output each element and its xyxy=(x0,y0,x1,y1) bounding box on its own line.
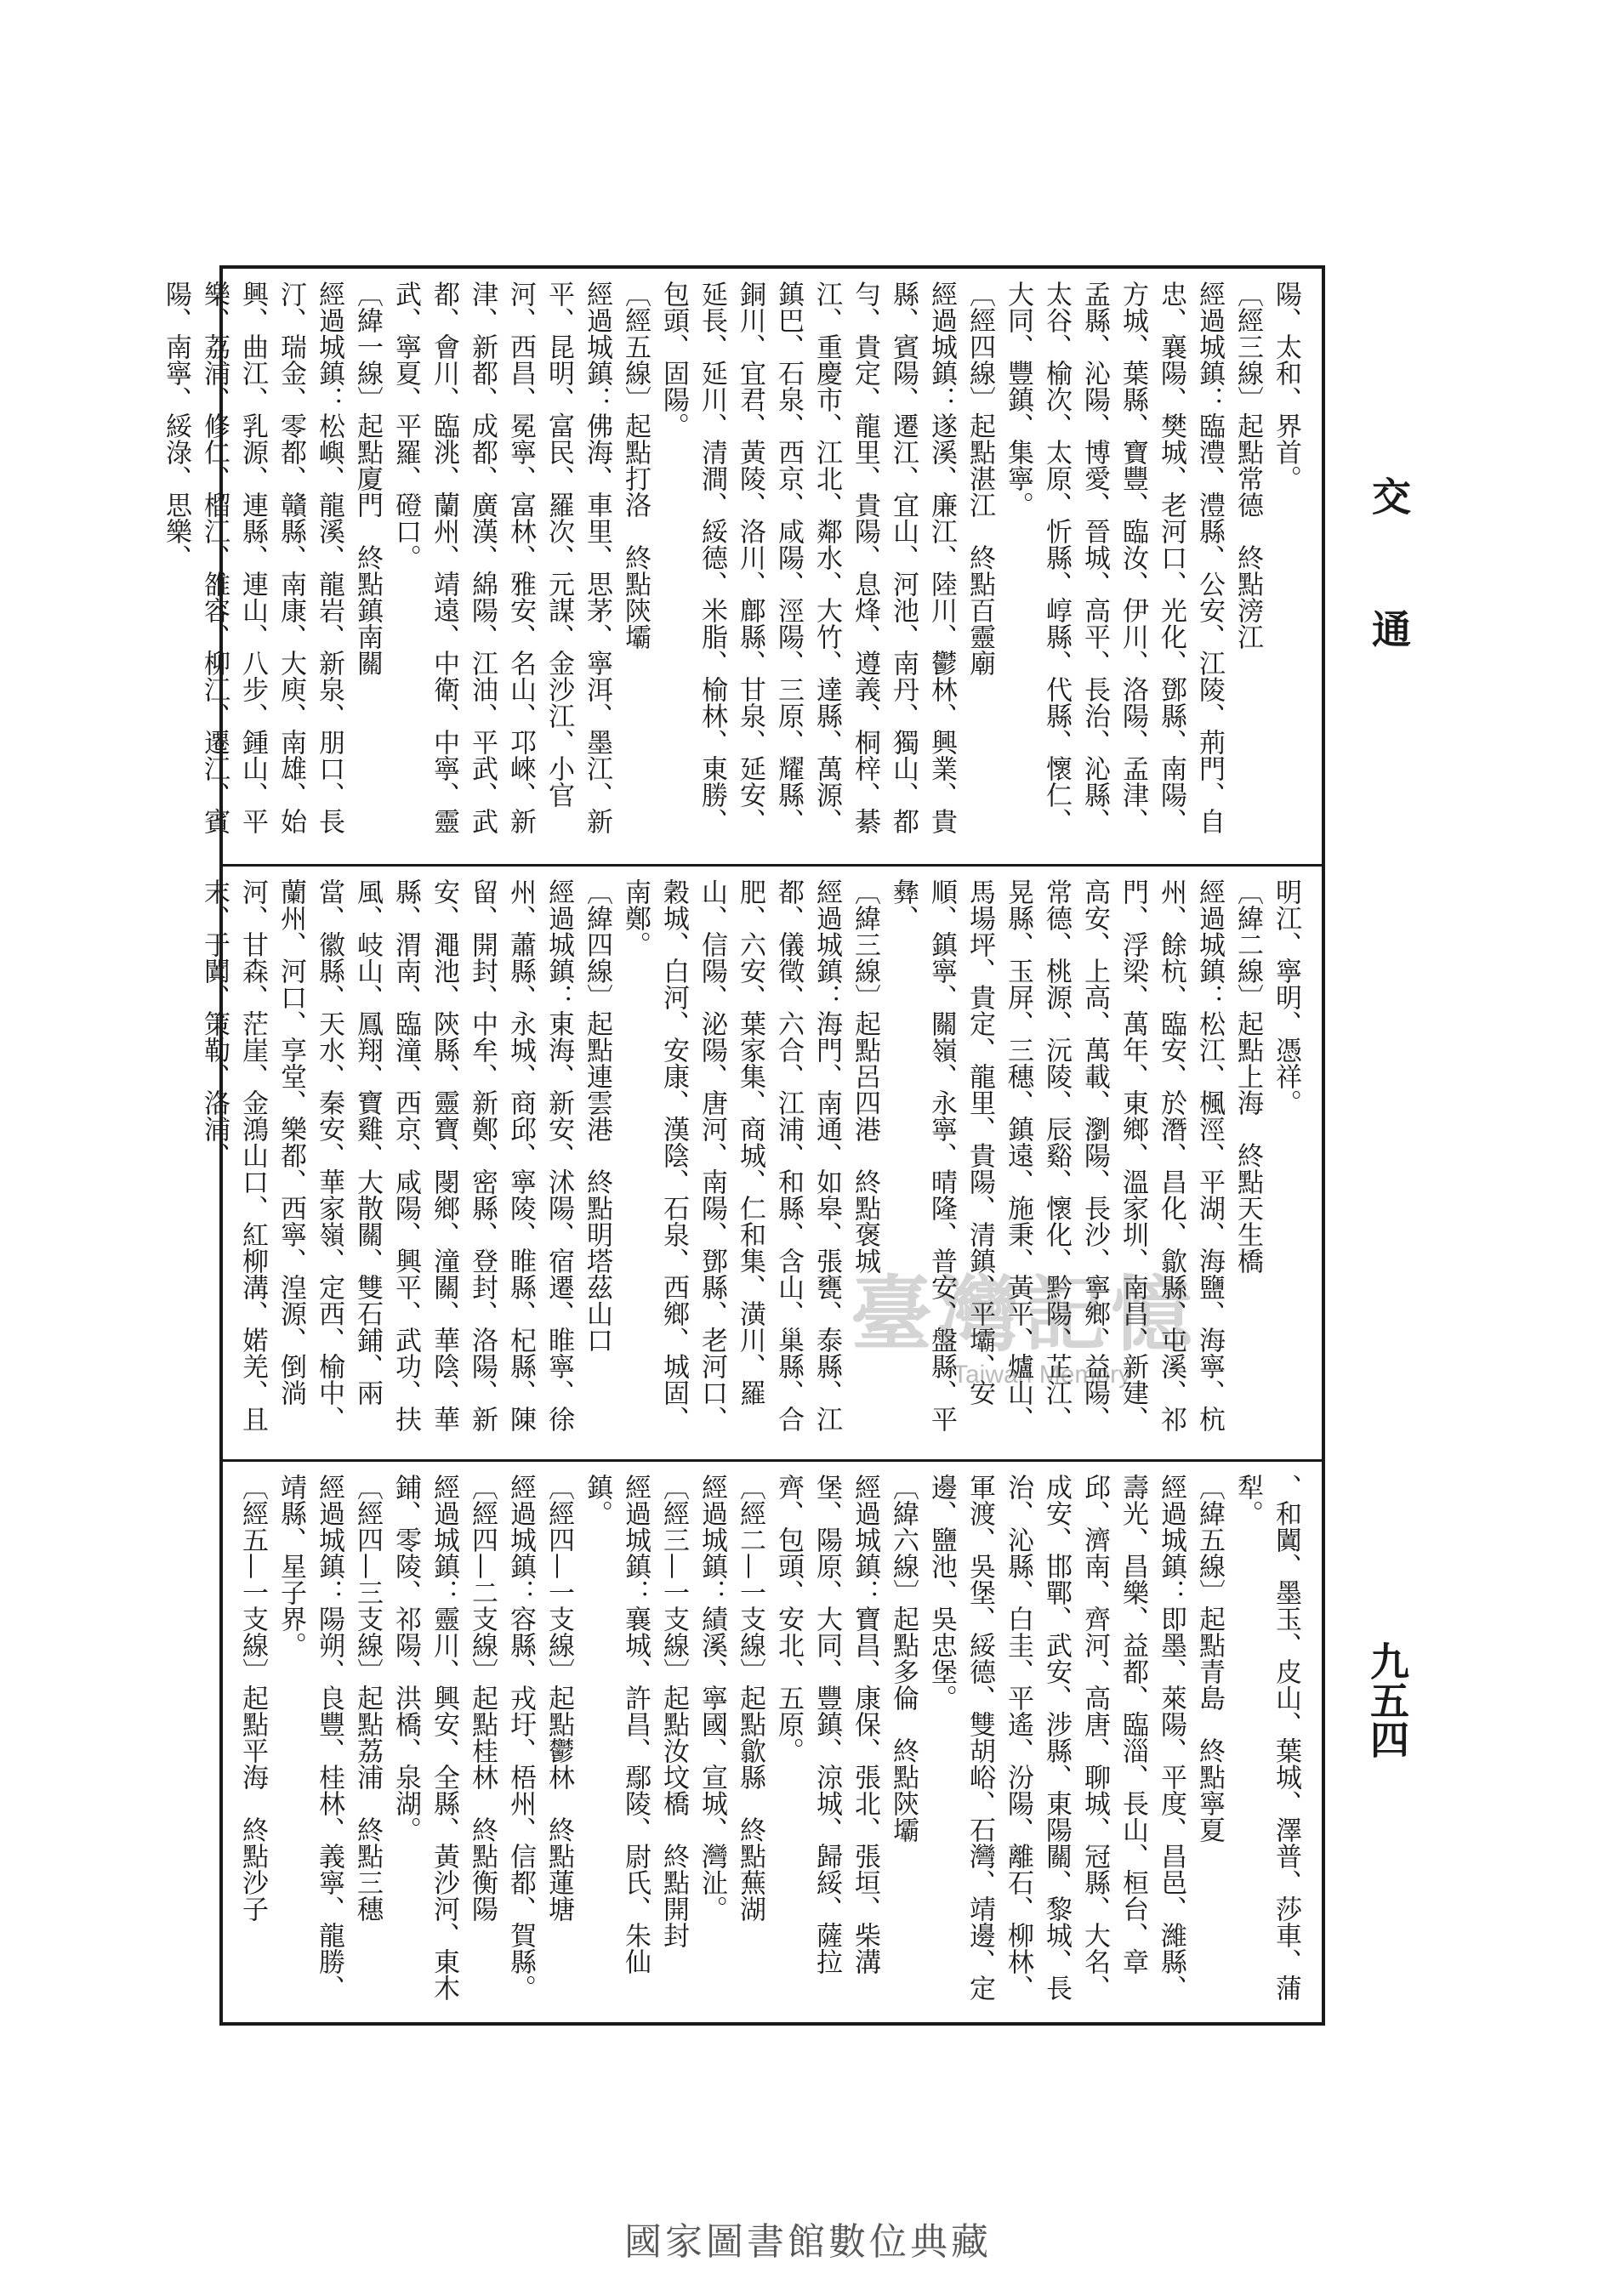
text-line: 經過城鎮：松江、楓涇、平湖、海鹽、海寧、杭州、餘杭、臨安、於潛、昌化、歙縣、屯溪、祁門、浮梁、萬年、東鄉、溫家圳、南昌、新建、高安、上高、萬載、瀏陽、長沙、寧鄉、益陽、常德、桃源、沅陵、辰谿、懷化、黔陽、芷江、晃縣、玉屏、三穗、鎮遠、施秉、黃平、爐山、馬場坪、貴定、龍里、貴陽、清鎮、平壩、安順、鎮寧、關嶺、永寧、晴隆、普安、盤縣、平彝、 xyxy=(888,878,1225,1432)
text-line: 〔經三線〕起點常德 終點滂江 xyxy=(1232,281,1263,650)
text-line: 經過城鎮：陽朔、良豐、桂林、義寧、龍勝、靖縣、星子界。 xyxy=(276,1474,344,2001)
text-line: 〔經五線〕起點打洛 終點陝壩 xyxy=(620,281,651,650)
page-title: 交通 xyxy=(1366,476,1412,742)
text-band-middle xyxy=(199,864,1322,1459)
text-line: 〔經五—一支線〕起點平海 終點沙子 xyxy=(237,1474,268,1922)
text-band-top xyxy=(161,269,1322,864)
text-line: 〔經四線〕起點湛江 終點百靈廟 xyxy=(964,281,995,676)
text-frame xyxy=(161,265,1325,2026)
text-line: 經過城鎮：海門、南通、如皋、張甕、泰縣、江都、儀徵、六合、江浦、和縣、含山、巢縣、合肥、六安、葉家集、商城、仁和集、潢川、羅山、信陽、泌陽、唐河、南陽、鄧縣、老河口、穀城、白河、安康、漢陰、石泉、西鄉、城固、南鄭。 xyxy=(620,878,842,1432)
watermark-text: 臺灣記憶 xyxy=(851,1267,1198,1362)
text-line: 經過城鎮：襄城、許昌、鄢陵、尉氏、朱仙鎮。 xyxy=(582,1474,651,1975)
text-line: 陽、太和、界首。 xyxy=(1271,281,1301,492)
text-line: 、和闐、墨玉、皮山、葉城、澤普、莎車、蒲犁。 xyxy=(1232,1474,1301,2001)
text-line: 〔緯六線〕起點多倫 終點陝壩 xyxy=(888,1474,919,1843)
text-line: 〔緯一線〕起點廈門 終點鎮南關 xyxy=(352,281,383,676)
text-line: 〔緯四線〕起點連雲港 終點明塔茲山口 xyxy=(582,878,612,1353)
text-line: 經過城鎮：臨澧、澧縣、公安、江陵、荊門、自忠、襄陽、樊城、老河口、光化、鄧縣、南陽、方城、葉縣、寶豐、臨汝、伊川、洛陽、孟津、孟縣、沁陽、博愛、晉城、高平、長治、沁縣、太谷、榆次、太原、忻縣、崞縣、代縣、懷仁、大同、豐鎮、集寧。 xyxy=(1003,281,1225,834)
text-line: 經過城鎮：松嶼、龍溪、龍岩、新泉、朋口、長汀、瑞金、零都、贛縣、南康、大庾、南雄、始興、曲江、乳源、連縣、連山、八步、鍾山、平樂、荔浦、修仁、榴江、雒容、柳江、遷江、賓陽、南寧、綏淥、思樂、 xyxy=(161,281,344,834)
text-line: 〔經四—一支線〕起點鬱林 終點蓮塘 xyxy=(543,1474,574,1922)
text-band-bottom xyxy=(223,1459,1322,2022)
watermark-subtext: Taiwan Memory xyxy=(953,1361,1132,1389)
text-line: 經過城鎮：容縣、戎圩、梧州、信都、賀縣。 xyxy=(505,1474,536,2001)
page-number: 九五四 xyxy=(1364,1641,1410,1759)
footer-credit: 國家圖書館數位典藏 xyxy=(624,2220,992,2264)
text-line: 經過城鎮：佛海、車里、思茅、寧洱、墨江、新平、昆明、富民、羅次、元謀、金沙江、小官河、西昌、冕寧、富林、雅安、名山、邛崍、新津、新都、成都、廣漢、綿陽、江油、平武、武都、會川、臨洮、蘭州、靖遠、中衛、中寧、靈武、寧夏、平羅、磴口。 xyxy=(390,281,612,834)
text-line: 經過城鎮：靈川、興安、全縣、黃沙河、東木鋪、零陵、祁陽、洪橋、泉湖。 xyxy=(390,1474,459,2001)
text-line: 〔緯五線〕起點青島 終點寧夏 xyxy=(1194,1474,1225,1843)
text-line: 〔經二—一支線〕起點歙縣 終點蕪湖 xyxy=(735,1474,765,1922)
text-line: 經過城鎮：寶昌、康保、張北、張垣、柴溝堡、陽原、大同、豐鎮、涼城、歸綏、薩拉齊、包頭、安北、五原。 xyxy=(773,1474,880,1975)
text-line: 〔經三—一支線〕起點汝坟橋 終點開封 xyxy=(658,1474,689,1948)
text-line: 〔緯三線〕起點呂四港 終點褒城 xyxy=(850,878,880,1274)
text-line: 經過城鎮：即墨、萊陽、平度、昌邑、濰縣、壽光、昌樂、益都、臨淄、長山、桓台、章邱、濟南、齊河、高唐、聊城、冠縣、大名、成安、邯鄲、武安、涉縣、東陽關、黎城、長治、沁縣、白圭、平遙、汾陽、離石、柳林、軍渡、吳堡、綏德、雙胡峪、石灣、靖邊、定邊、鹽池、吳忠堡。 xyxy=(926,1474,1186,2001)
text-line: 明江、寧明、憑祥。 xyxy=(1271,878,1301,1116)
text-line: 經過城鎮：績溪、寧國、宣城、灣沚。 xyxy=(697,1474,727,1922)
text-line: 〔經四—三支線〕起點荔浦 終點三穗 xyxy=(352,1474,383,1922)
text-line: 〔緯二線〕起點上海 終點天生橋 xyxy=(1232,878,1263,1274)
text-line: 經過城鎮：東海、新安、沭陽、宿遷、睢寧、徐州、蕭縣、永城、商邱、寧陵、睢縣、杞縣、陳留、開封、中牟、新鄭、密縣、登封、洛陽、新安、澠池、陝縣、靈寶、閿鄉、潼關、華陰、華縣、渭南、臨潼、西京、咸陽、興平、武功、扶風、岐山、鳳翔、寶雞、大散關、雙石鋪、兩當、徽縣、天水、秦安、華家嶺、定西、榆中、蘭州、河口、享堂、樂都、西寧、湟源、倒淌河、甘森、茫崖、金鴻山口、紅柳溝、婼羌、且末、于闐、策勒、洛浦、 xyxy=(199,878,574,1432)
text-line: 〔經四—二支線〕起點桂林 終點衡陽 xyxy=(467,1474,498,1922)
text-line: 經過城鎮：遂溪、廉江、陸川、鬱林、興業、貴縣、賓陽、遷江、宜山、河池、南丹、獨山、都勻、貴定、龍里、貴陽、息烽、遵義、桐梓、綦江、重慶市、江北、鄰水、大竹、達縣、萬源、鎮巴、石泉、西京、咸陽、涇陽、三原、耀縣、銅川、宜君、黃陵、洛川、鄜縣、甘泉、延安、延長、延川、清澗、綏德、米脂、榆林、東勝、包頭、固陽。 xyxy=(658,281,957,834)
